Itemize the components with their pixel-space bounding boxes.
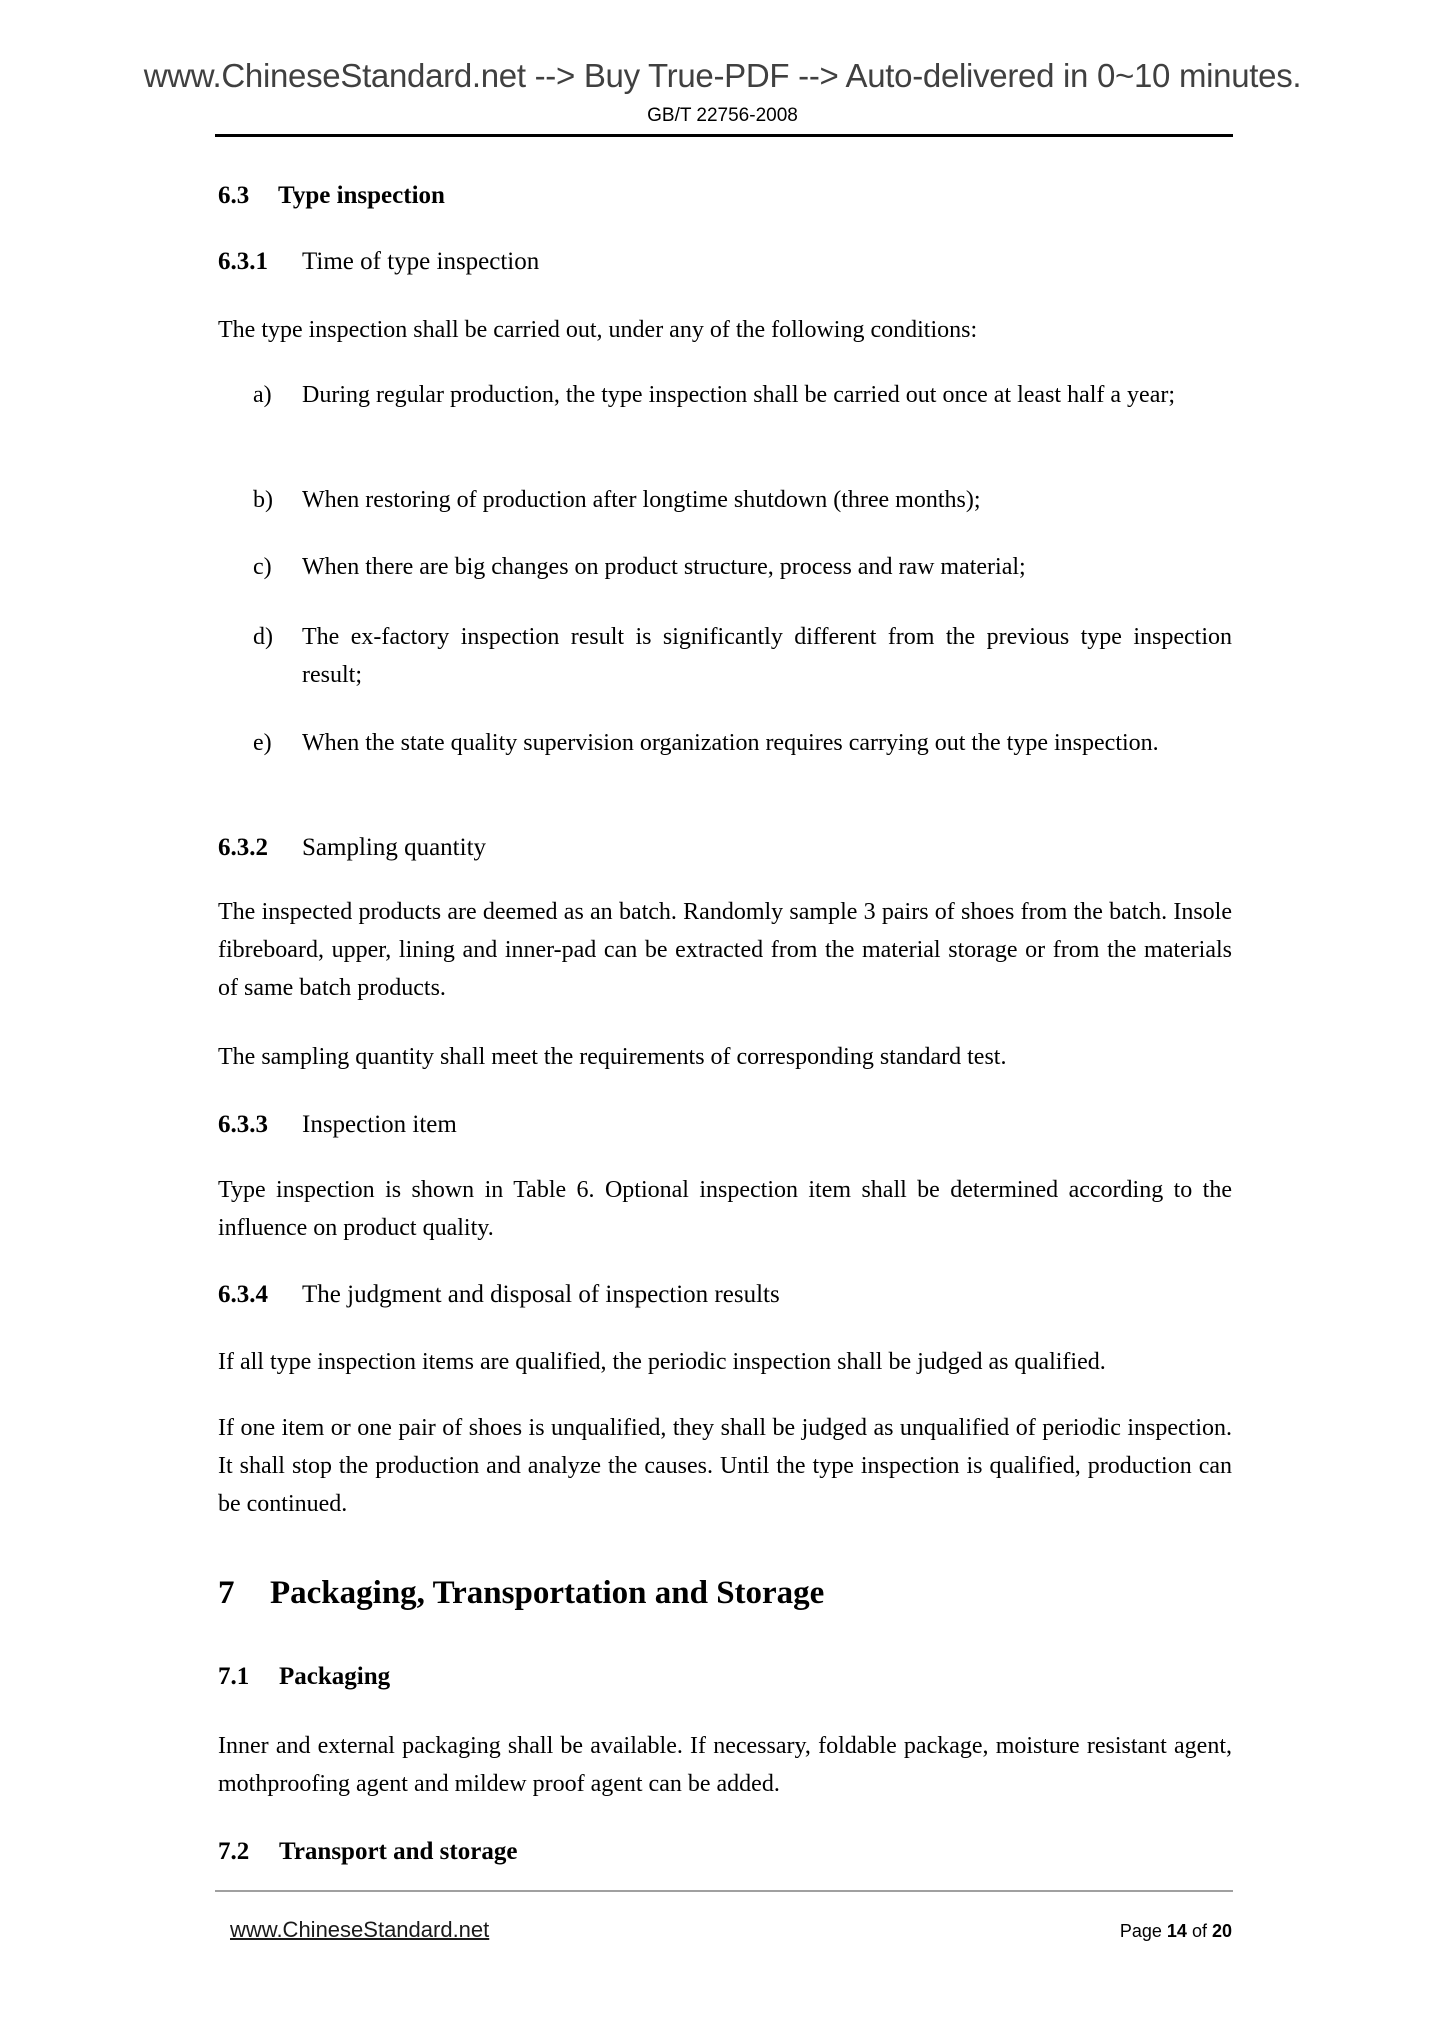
list-marker-a: a) (253, 382, 272, 408)
page-total: 20 (1211, 1921, 1232, 1941)
section-number: 7.2 (218, 1838, 250, 1865)
list-item-c: When there are big changes on product structure, process and raw material; (302, 554, 1026, 580)
page-of: of (1191, 1921, 1207, 1941)
list-marker-b: b) (253, 487, 273, 513)
section-heading-7-1 (218, 1662, 390, 1692)
footer-divider (215, 1890, 1233, 1892)
section-title: Inspection item (302, 1111, 457, 1138)
page-number (1120, 1918, 1232, 1944)
paragraph-sampling: The inspected products are deemed as an batch. Randomly sample 3 pairs of shoes from the batch. Insole fibreboard, upper, lining and inner-pad can be extracted from the material storage or from the materials of same batch products. (218, 899, 1232, 1001)
section-title: Sampling quantity (302, 834, 487, 861)
section-title: Transport and storage (279, 1838, 518, 1865)
section-heading-6-3-2 (218, 833, 486, 863)
section-number: 6.3.1 (218, 248, 268, 275)
list-marker-c: c) (253, 554, 272, 580)
list-item-b: When restoring of production after longtime shutdown (three months); (302, 487, 981, 513)
paragraph-sampling-quantity: The sampling quantity shall meet the requirements of corresponding standard test. (218, 1044, 1007, 1070)
chapter-title: Packaging, Transportation and Storage (270, 1575, 825, 1611)
list-item-d: The ex-factory inspection result is significantly different from the previous type inspection result; (302, 624, 1232, 688)
list-item-e: When the state quality supervision organization requires carrying out the type inspection. (302, 730, 1159, 756)
paragraph-conditions-intro: The type inspection shall be carried out, under any of the following conditions: (218, 317, 978, 343)
footer-website-link[interactable]: www.ChineseStandard.net (230, 1917, 490, 1942)
section-number: 6.3.2 (218, 834, 268, 861)
section-title: Packaging (279, 1663, 391, 1690)
paragraph-packaging: Inner and external packaging shall be available. If necessary, foldable package, moisture resistant agent, mothproofing agent and mildew proof agent can be added. (218, 1733, 1232, 1797)
chapter-heading-7 (218, 1574, 824, 1612)
section-title: Type inspection (278, 182, 445, 209)
list-marker-d: d) (253, 624, 273, 650)
page-current: 14 (1166, 1921, 1187, 1941)
section-number: 6.3.3 (218, 1111, 268, 1138)
section-title: The judgment and disposal of inspection results (302, 1281, 780, 1308)
section-heading-6-3-3 (218, 1110, 457, 1140)
section-number: 6.3 (218, 182, 250, 209)
chapter-number: 7 (218, 1575, 235, 1611)
section-heading-6-3-1 (218, 247, 539, 277)
paragraph-qualified: If all type inspection items are qualified, the periodic inspection shall be judged as qualified. (218, 1349, 1106, 1375)
header-divider (215, 134, 1233, 137)
paragraph-inspection-item: Type inspection is shown in Table 6. Optional inspection item shall be determined according to the influence on product quality. (218, 1177, 1232, 1241)
section-heading-6-3 (218, 181, 445, 211)
promo-banner: www.ChineseStandard.net --> Buy True-PDF --> Auto-delivered in 0~10 minutes. (143, 57, 1302, 94)
page-label: Page (1119, 1921, 1162, 1941)
section-number: 7.1 (218, 1663, 250, 1690)
list-item-a: During regular production, the type inspection shall be carried out once at least half a year; (302, 382, 1176, 408)
section-heading-7-2 (218, 1837, 517, 1867)
paragraph-unqualified: If one item or one pair of shoes is unqualified, they shall be judged as unqualified of periodic inspection. It shall stop the production and analyze the causes. Until the type inspection is qualified, production can be continued. (218, 1415, 1232, 1517)
section-number: 6.3.4 (218, 1281, 268, 1308)
document-id: GB/T 22756-2008 (647, 105, 798, 126)
section-heading-6-3-4 (218, 1280, 780, 1310)
list-marker-e: e) (253, 730, 272, 756)
section-title: Time of type inspection (302, 248, 540, 275)
